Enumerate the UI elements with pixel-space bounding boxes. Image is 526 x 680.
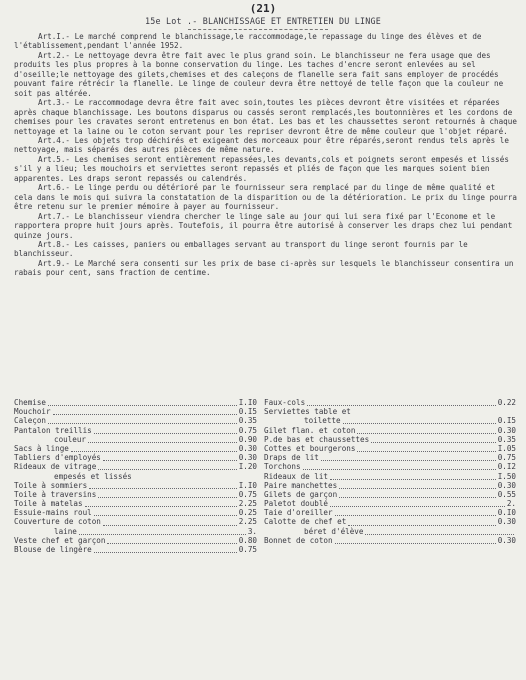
price-row (14, 499, 257, 508)
dot-leader (98, 491, 236, 498)
price-row (264, 453, 516, 462)
lot-heading: 15e Lot .- BLANCHISSAGE ET ENTRETIEN DU LINGE (145, 16, 381, 26)
price-item-label: Sacs à linge (14, 443, 69, 453)
price-value: 0.80 (238, 535, 257, 545)
heading-underline (188, 29, 328, 30)
price-list-right (264, 398, 516, 554)
article-7: Art.7.- Le blanchisseur viendra chercher le linge sale au jour qui lui sera fixé par l'Econome et le rapportera propre huit jours après. Toutefois, il pourra être autorisé à conserver les draps chez lui pendant quinze jours. (14, 211, 513, 240)
price-value: 0.30 (238, 453, 257, 463)
price-item-label: Torchons (264, 462, 301, 472)
price-row (264, 444, 516, 453)
price-row (14, 426, 257, 435)
dot-leader (53, 408, 237, 415)
price-item-label: Calotte de chef et (264, 517, 347, 527)
dot-leader (348, 519, 495, 526)
price-value: 0.30 (497, 480, 516, 490)
price-item-label: Mouchoir (14, 407, 51, 417)
price-row (264, 517, 516, 526)
dot-leader (307, 399, 496, 406)
price-item-label: Tabliers d'employés (14, 453, 101, 463)
price-item-label: P.de bas et chaussettes (264, 434, 370, 444)
article-3: Art.3.- Le raccommodage devra être fait avec soin,toutes les pièces devront être visitées et réparées après chaque blanchissage. Les boutons disparus ou cassés seront remplacés,les boutonnières et les cordons de chemises pour les cravates seront entretenus en bon état. Les bas et les chaussettes seront retournés à chaque nettoyage et la laine ou le coton servant pour les repriser devront être de même couleur que l'objet réparé. (14, 98, 517, 136)
dot-leader (71, 445, 237, 452)
price-row (264, 398, 516, 407)
price-row (264, 508, 516, 517)
price-value: 0.30 (238, 443, 257, 453)
dot-leader (339, 491, 496, 498)
price-item-label: laine (54, 526, 77, 536)
price-row (264, 481, 516, 490)
price-item-label: Veste chef et garçon (14, 535, 106, 545)
dot-leader (303, 463, 496, 470)
article-8: Art.8.- Les caisses, paniers ou emballages servant au transport du linge seront fournis par le blanchisseur. (14, 239, 468, 259)
price-item-label: Rideaux de lit (264, 471, 329, 481)
price-value: 0.75 (238, 545, 257, 554)
price-item-label: Draps de lit (264, 453, 319, 463)
dot-leader (335, 509, 496, 516)
dot-leader (79, 528, 246, 535)
article-9: Art.9.- Le Marché sera consenti sur les prix de base ci-après sur lesquels le blanchisseur consentira un rabais pour cent, sans fraction de centime. (14, 258, 514, 278)
price-value: 2.25 (238, 517, 257, 527)
price-item-label: Faux-cols (264, 398, 306, 407)
price-row (14, 407, 257, 416)
article-1: Art.I.- Le marché comprend le blanchissage,le raccommodage,le repassage du linge des élèves et de l'établissement,pendant l'année 1952. (14, 32, 482, 51)
article-2: Art.2.- Le nettoyage devra être fait avec le plus grand soin. Le blanchisseur ne fera usage que des produits les plus propres à la bonne conservation du linge. Les taches d'encre seront enlevées au sel d'oseille;le nettoyage des gilets,chemises et des caleçons de flanelle sera fait sans employer de procédés pouvant faire rétrécir la flanelle. Le linge de couleur devra être nettoyé de telle façon que la couleur ne soit pas altérée. (14, 50, 504, 98)
price-item-label: Chemise (14, 398, 47, 407)
dot-leader (48, 417, 237, 424)
price-item-label: Gilets de garçon (264, 489, 338, 499)
price-value: 2. (506, 499, 516, 509)
price-item-label: Toile à sommiers (14, 480, 88, 490)
dot-leader (335, 537, 496, 544)
price-value: 2.25 (238, 499, 257, 509)
price-item-label: Taie d'oreiller (264, 508, 333, 518)
price-row (264, 472, 516, 481)
price-row (14, 444, 257, 453)
price-row (14, 481, 257, 490)
dot-leader (357, 427, 495, 434)
dot-leader (103, 454, 237, 461)
dot-leader (343, 417, 496, 424)
price-value: 0.22 (497, 398, 516, 407)
price-row (14, 453, 257, 462)
price-list (14, 398, 516, 554)
dot-leader (85, 500, 237, 507)
price-value: 0.90 (238, 434, 257, 444)
price-row (14, 527, 257, 536)
price-item-label: Toile à traversins (14, 489, 97, 499)
price-value: 0.75 (497, 453, 516, 463)
price-row (264, 527, 516, 536)
price-row (14, 545, 257, 554)
article-6: Art.6.- Le linge perdu ou détérioré par le fournisseur sera remplacé par du linge de même qualité et cela dans le mois qui suivra la constatation de la disparition ou de la détérioration. Le prix du linge pourra être retenu sur le premier mémoire à payer au fournisseur. (14, 183, 517, 212)
price-value: 0.25 (238, 508, 257, 518)
price-item-label: empesés et lissés (54, 471, 132, 481)
dot-leader (330, 500, 505, 507)
dot-leader (94, 509, 237, 516)
price-item-label: Rideaux de vitrage (14, 462, 97, 472)
price-item-label: couleur (54, 434, 87, 444)
price-value: I.50 (497, 471, 516, 481)
price-row (14, 508, 257, 517)
price-row (14, 398, 257, 407)
articles-text (14, 32, 518, 278)
price-value: 0.30 (497, 425, 516, 435)
price-item-label: Bonnet de coton (264, 535, 333, 545)
price-value: 0.55 (497, 489, 516, 499)
dot-leader (365, 528, 514, 535)
price-value: 0.I5 (238, 407, 257, 417)
price-item-label: Gilet flan. et coton (264, 425, 356, 435)
price-item-label: Paire manchettes (264, 480, 338, 490)
price-value: I.05 (497, 443, 516, 453)
dot-leader (321, 454, 496, 461)
price-item-label: Essuie-mains roul (14, 508, 92, 518)
price-value: 3. (247, 526, 257, 536)
price-row (14, 517, 257, 526)
price-item-label: Pantalon treillis (14, 425, 92, 435)
page-number: (21) (249, 2, 277, 15)
dot-leader (357, 445, 495, 452)
price-row (14, 416, 257, 425)
price-list-left (14, 398, 257, 554)
price-row (14, 472, 257, 481)
price-value: 0.I2 (497, 462, 516, 472)
price-row (264, 490, 516, 499)
dot-leader (94, 546, 237, 553)
dot-leader (107, 537, 236, 544)
price-row (264, 426, 516, 435)
price-row (264, 536, 516, 545)
price-value: I.I0 (238, 480, 257, 490)
dot-leader (103, 519, 237, 526)
price-value: 0.35 (238, 416, 257, 426)
dot-leader (89, 482, 237, 489)
price-item-label: toilette (304, 416, 341, 426)
price-value: 0.75 (238, 425, 257, 435)
dot-leader (330, 473, 496, 480)
price-value: 0.30 (497, 535, 516, 545)
article-4: Art.4.- Les objets trop déchirés et exigeant des morceaux pour être réparés,seront rendus tels après le nettoyage, mais séparés des autres pièces de même nature. (14, 135, 509, 155)
price-item-label: Cottes et bourgerons (264, 443, 356, 453)
price-row (14, 435, 257, 444)
price-row (264, 435, 516, 444)
price-value: 0.35 (497, 434, 516, 444)
price-value: 0.75 (238, 489, 257, 499)
dot-leader (98, 463, 236, 470)
price-value: 0.I5 (497, 416, 516, 426)
price-item-label: Serviettes table et (264, 407, 351, 417)
price-row (264, 416, 516, 425)
dot-leader (48, 399, 237, 406)
dot-leader (371, 436, 496, 443)
price-item-label: Paletot doublé (264, 499, 329, 509)
dot-leader (94, 427, 237, 434)
price-row (264, 407, 516, 416)
price-item-label: béret d'élève (304, 526, 364, 536)
price-row (14, 490, 257, 499)
price-item-label: Toile à matelas (14, 499, 83, 509)
price-value: I.I0 (238, 398, 257, 407)
price-row (264, 499, 516, 508)
price-row (14, 462, 257, 471)
price-item-label: Caleçon (14, 416, 47, 426)
price-row (14, 536, 257, 545)
article-5: Art.5.- Les chemises seront entièrement repassées,les devants,cols et poignets seront empesés et lissés s'il y a lieu; les mouchoirs et serviettes seront repassés et pliés de façon que les marques soient bien apparentes. Les draps seront repassés ou calendrés. (14, 154, 509, 183)
dot-leader (88, 436, 237, 443)
price-item-label: Blouse de lingère (14, 545, 92, 554)
price-value: 0.I0 (497, 508, 516, 518)
price-value: 0.30 (497, 517, 516, 527)
price-item-label: Couverture de coton (14, 517, 101, 527)
price-row (264, 462, 516, 471)
price-value: I.20 (238, 462, 257, 472)
dot-leader (339, 482, 496, 489)
